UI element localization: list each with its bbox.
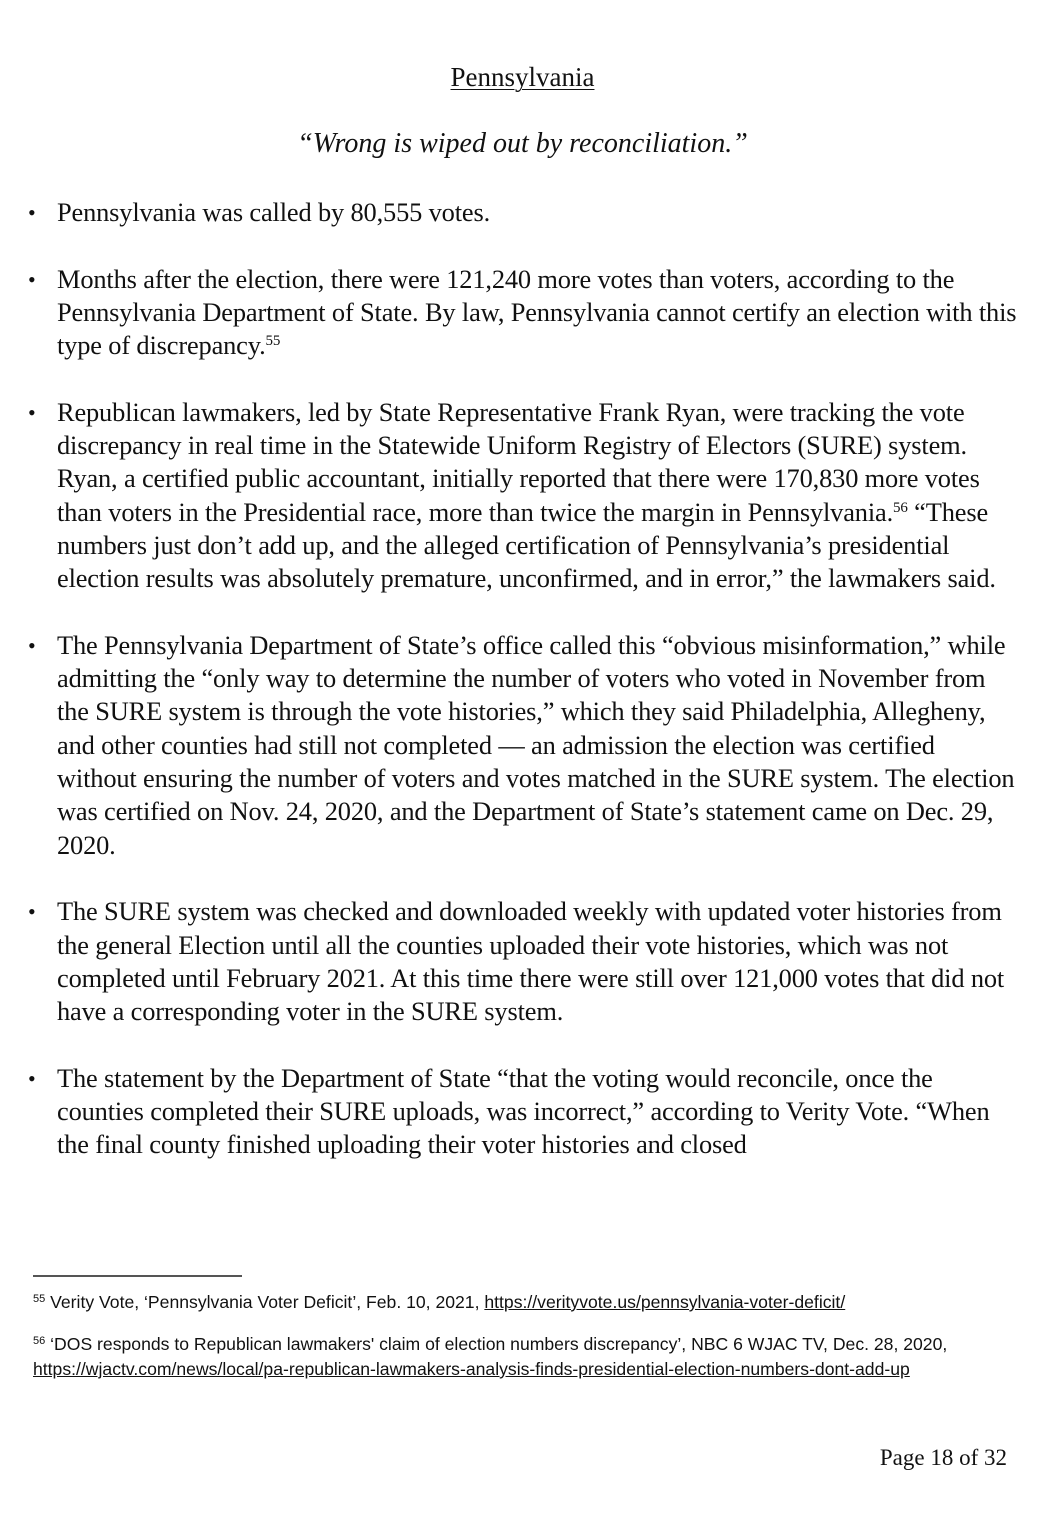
bullet-item <box>28 1062 1018 1162</box>
bullet-item <box>28 895 1018 1028</box>
footnote-number: 55 <box>33 1293 46 1305</box>
bullet-item <box>28 196 1018 229</box>
footnote-55 <box>33 1290 1018 1315</box>
bullet-icon: • <box>28 200 36 225</box>
bullet-item <box>28 629 1018 862</box>
bullet-text: The statement by the Department of State “that the voting would reconcile, once the counties completed their SURE uploads, was incorrect,” according to Verity Vote. “When the final county finished uploading their voter histories and closed <box>57 1062 990 1160</box>
footnote-reference[interactable]: 56 <box>893 499 908 516</box>
bullet-item <box>28 396 1018 596</box>
footnote-number: 56 <box>33 1335 46 1347</box>
footnote-56 <box>33 1332 1018 1382</box>
footnote-text: Verity Vote, ‘Pennsylvania Voter Deficit’, Feb. 10, 2021, <box>45 1292 485 1312</box>
section-title-text: Pennsylvania <box>450 62 595 92</box>
bullet-text: The SURE system was checked and downloaded weekly with updated voter histories from the general Election until all the counties uploaded their vote histories, which was not completed until February 2021. At this time there were still over 121,000 votes that did not have a corresponding voter in the SURE system. <box>57 896 1005 1027</box>
section-title <box>0 60 1045 94</box>
bullet-text: Months after the election, there were 121,240 more votes than voters, according to the Pennsylvania Department of State. By law, Pennsylvania cannot certify an election with this type of discrepancy. <box>57 263 1017 361</box>
footnote-divider <box>33 1275 242 1277</box>
footnote-reference[interactable]: 55 <box>265 333 281 350</box>
bullet-icon: • <box>28 899 36 925</box>
footnotes-section <box>33 1290 1018 1399</box>
footnote-text: ‘DOS responds to Republican lawmakers' claim of election numbers discrepancy’, NBC 6 WJAC TV, Dec. 28, 2020, <box>45 1334 948 1354</box>
bullet-icon: • <box>28 399 36 425</box>
bullet-text-continued: “These numbers just don’t add up, and the alleged certification of Pennsylvania’s presidential election results was absolutely premature, unconfirmed, and in error,” the lawmakers said. <box>57 496 996 594</box>
bullet-icon: • <box>28 266 36 292</box>
footnote-link[interactable]: https://verityvote.us/pennsylvania-voter-deficit/ <box>484 1292 846 1312</box>
bullet-list <box>28 196 1018 1195</box>
page-number: Page 18 of 32 <box>879 1445 1007 1470</box>
bullet-icon: • <box>28 1065 36 1091</box>
footnote-link[interactable]: https://wjactv.com/news/local/pa-republican-lawmakers-analysis-finds-presidential-election-numbers-dont-add-up <box>33 1359 910 1379</box>
bullet-item <box>28 263 1018 363</box>
bullet-text: Republican lawmakers, led by State Representative Frank Ryan, were tracking the vote discrepancy in real time in the Statewide Uniform Registry of Electors (SURE) system. Ryan, a certified public accountant, initially reported that there were 170,830 more votes than voters in the Presidential race, more than twice the margin in Pennsylvania. <box>57 396 980 527</box>
epigraph-quote: “Wrong is wiped out by reconciliation.” <box>297 128 748 159</box>
bullet-text: Pennsylvania was called by 80,555 votes. <box>57 197 491 227</box>
bullet-text: The Pennsylvania Department of State’s office called this “obvious misinformation,” while admitting the “only way to determine the number of voters who voted in November from the SURE system is through the vote histories,” which they said Philadelphia, Allegheny, and other counties had still not completed — an admission the election was certified without ensuring the number of voters and votes matched in the SURE system. The election was certified on Nov. 24, 2020, and the Department of State’s statement came on Dec. 29, 2020. <box>57 629 1015 860</box>
bullet-icon: • <box>28 632 36 658</box>
